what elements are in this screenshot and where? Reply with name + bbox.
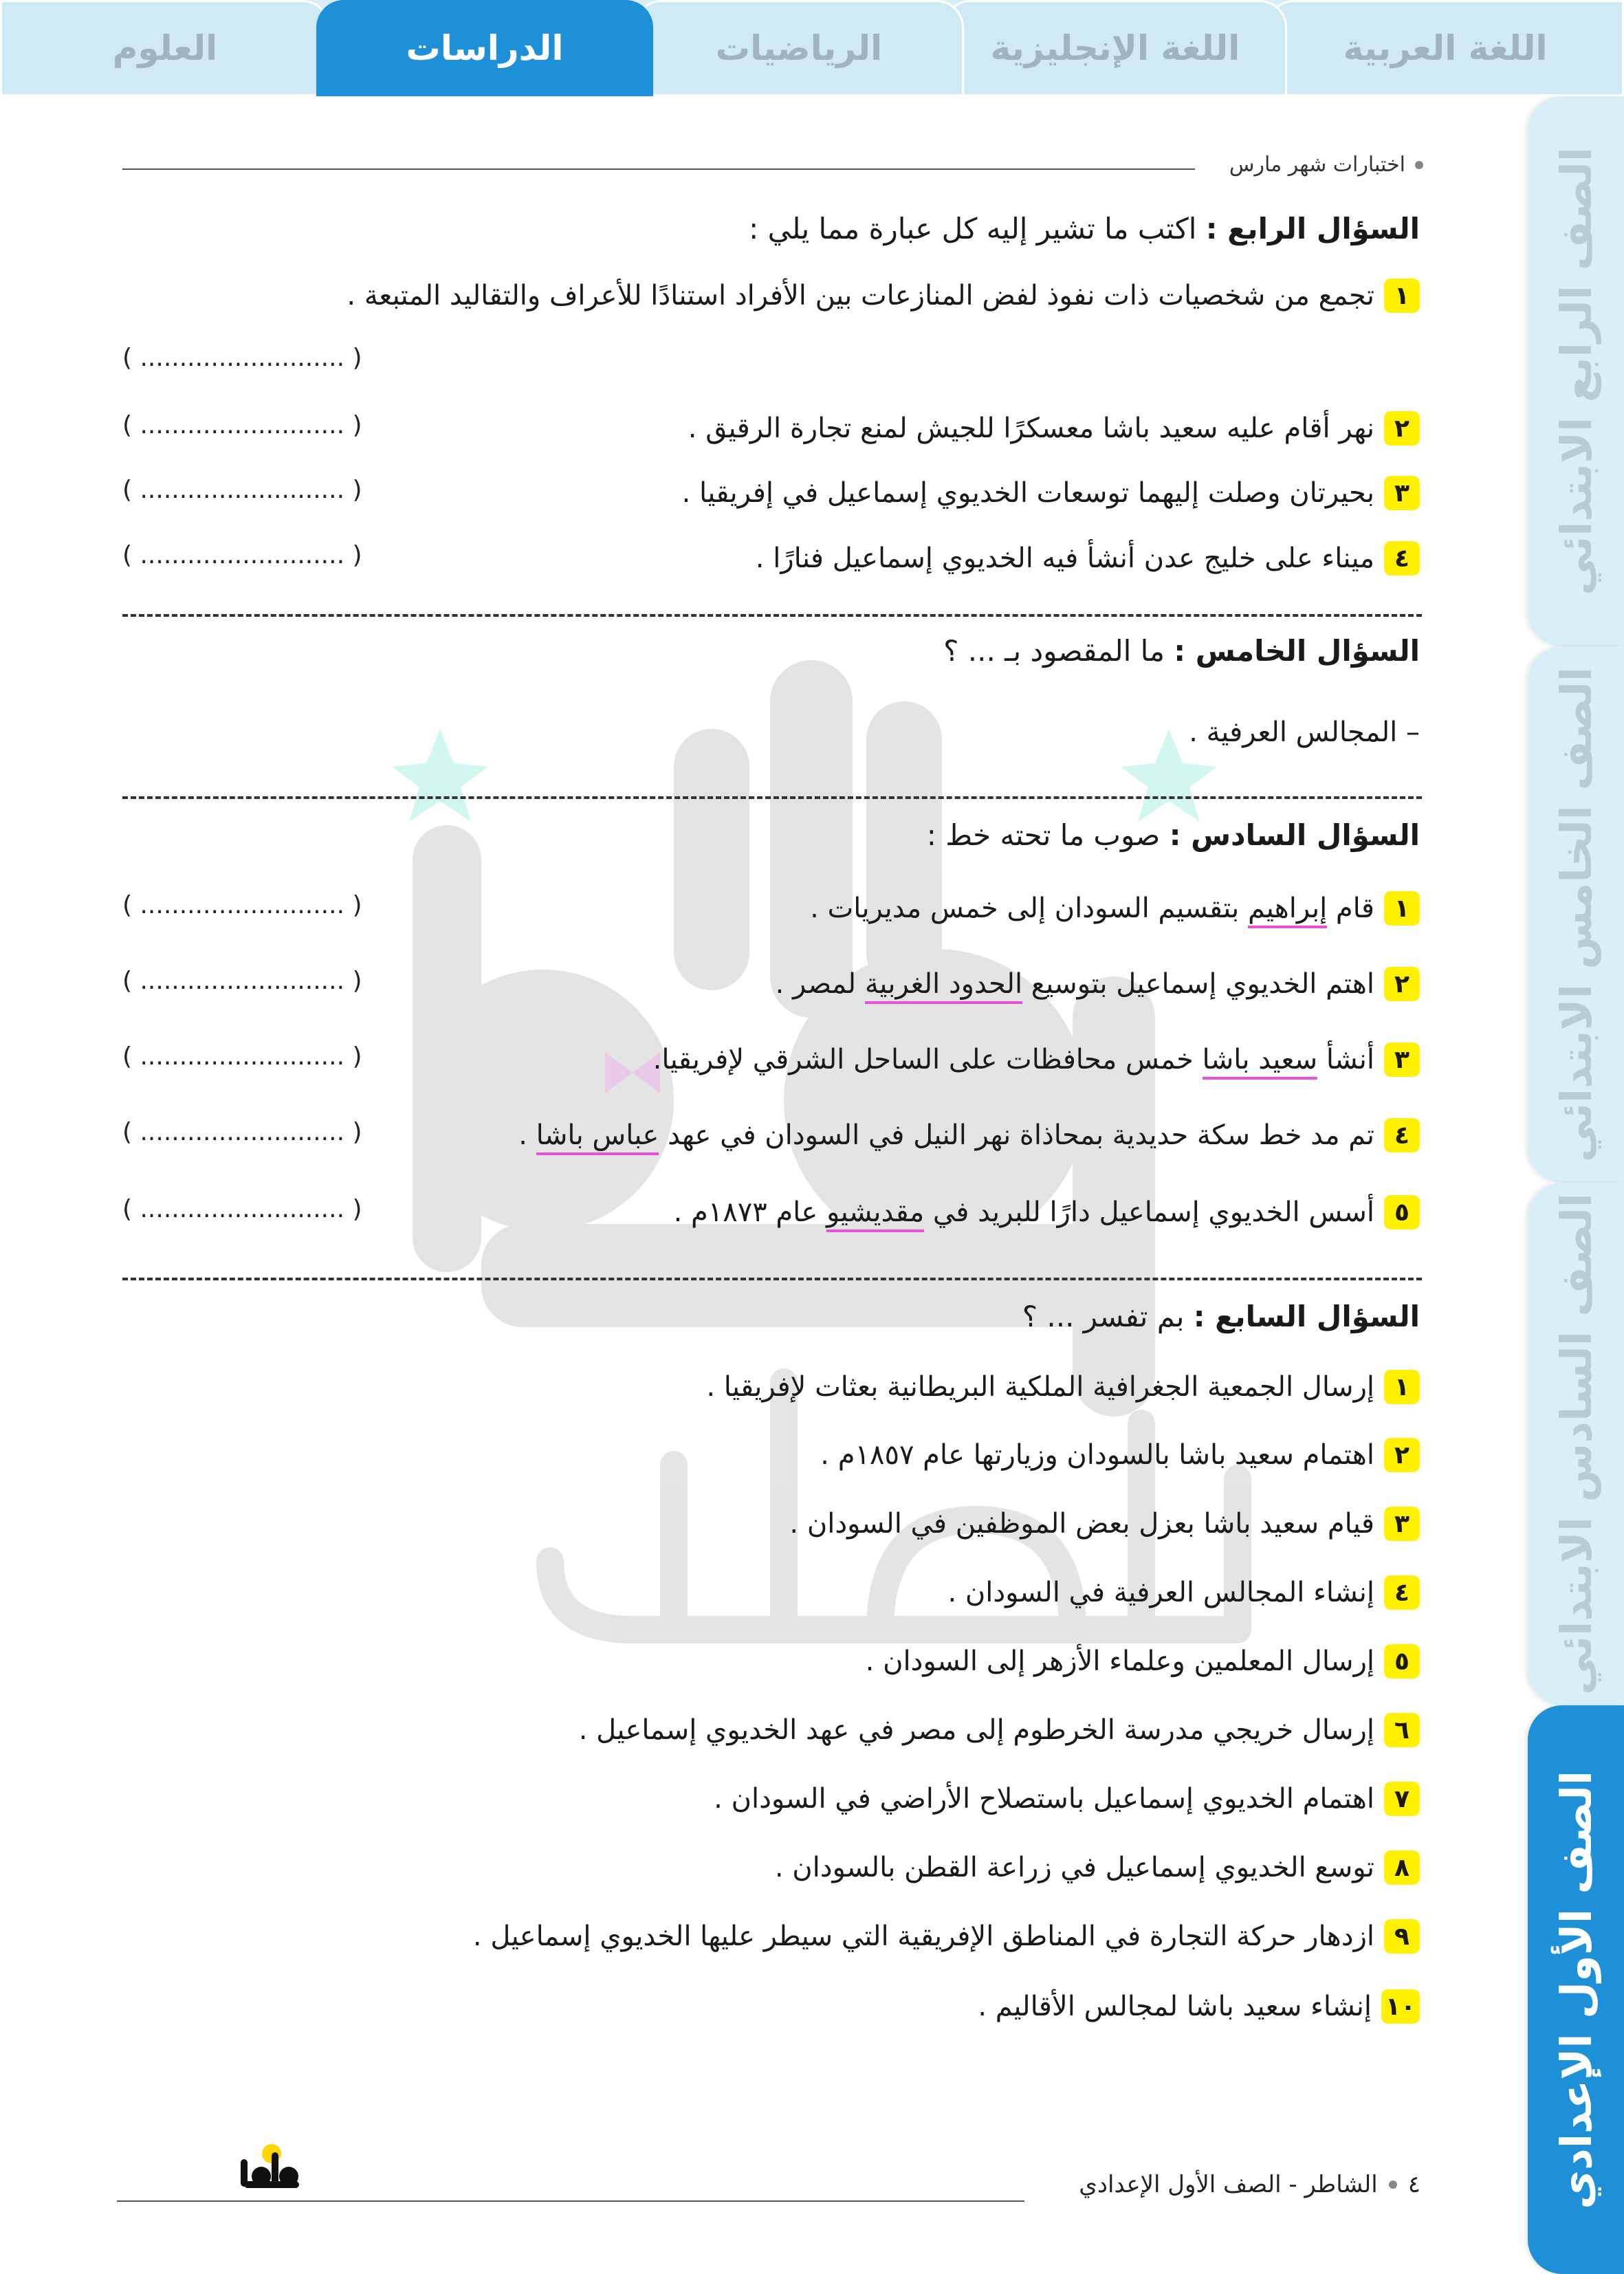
q7-item-2 bbox=[820, 1438, 1420, 1472]
section-divider bbox=[122, 614, 1422, 617]
q4-title bbox=[749, 212, 1420, 245]
q6-text: صوب ما تحته خط : bbox=[926, 818, 1170, 852]
side-tab-prep1[interactable] bbox=[1528, 1705, 1624, 2274]
item-number: ٢ bbox=[1384, 967, 1420, 1001]
q6-item-3 bbox=[653, 1042, 1420, 1077]
text-part: قام bbox=[1327, 893, 1374, 924]
item-text: إنشاء المجالس العرفية في السودان . bbox=[947, 1577, 1374, 1608]
underlined-term: الحدود الغربية bbox=[865, 968, 1022, 1004]
item-number: ٥ bbox=[1384, 1644, 1420, 1679]
q7-item-8 bbox=[775, 1850, 1420, 1885]
item-number: ٥ bbox=[1384, 1195, 1420, 1229]
text-part: أسس الخديوي إسماعيل دارًا للبريد في bbox=[924, 1196, 1374, 1228]
q7-item-10 bbox=[978, 1989, 1420, 2024]
item-text: بحيرتان وصلت إليهما توسعات الخديوي إسماعيل في إفريقيا . bbox=[681, 477, 1374, 509]
q5-title bbox=[943, 634, 1420, 668]
section-divider bbox=[122, 1278, 1422, 1280]
text-part: خمس محافظات على الساحل الشرقي لإفريقيا. bbox=[652, 1044, 1203, 1075]
underlined-term: سعيد باشا bbox=[1203, 1044, 1318, 1080]
answer-blank[interactable]: ( .......................... ) bbox=[122, 541, 362, 569]
q7-item-6 bbox=[579, 1713, 1420, 1747]
answer-blank[interactable]: ( .......................... ) bbox=[122, 476, 362, 504]
q4-text: اكتب ما تشير إليه كل عبارة مما يلي : bbox=[749, 212, 1206, 245]
item-text: تجمع من شخصيات ذات نفوذ لفض المنازعات بين الأفراد استنادًا للأعراف والتقاليد المتبعة . bbox=[347, 280, 1374, 311]
header-divider bbox=[122, 168, 1195, 170]
text-part: بتقسيم السودان إلى خمس مديريات . bbox=[810, 893, 1248, 924]
page-footer bbox=[1079, 2171, 1420, 2198]
item-text: إرسال خريجي مدرسة الخرطوم إلى مصر في عهد الخديوي إسماعيل . bbox=[578, 1714, 1374, 1746]
section-divider bbox=[122, 796, 1422, 799]
item-number: ٣ bbox=[1384, 476, 1420, 510]
item-number: ٨ bbox=[1384, 1850, 1420, 1885]
underlined-term: إبراهيم bbox=[1248, 893, 1327, 928]
answer-blank[interactable]: ( .......................... ) bbox=[122, 344, 362, 372]
footer-title: الشاطر - الصف الأول الإعدادي bbox=[1079, 2171, 1378, 2198]
q6-label: السؤال السادس : bbox=[1169, 818, 1420, 852]
side-tab-label: الصف السادس الابتدائي bbox=[1550, 1193, 1601, 1695]
item-number: ٢ bbox=[1384, 1438, 1420, 1472]
item-text bbox=[674, 1196, 1374, 1228]
q4-item-3 bbox=[682, 476, 1420, 510]
item-number: ٣ bbox=[1384, 1507, 1420, 1541]
item-number: ٩ bbox=[1384, 1919, 1420, 1954]
item-text: إرسال المعلمين وعلماء الأزهر إلى السودان . bbox=[865, 1646, 1374, 1677]
side-tab-label: الصف الأول الإعدادي bbox=[1550, 1770, 1601, 2209]
page-number: ٤ bbox=[1407, 2171, 1420, 2198]
answer-blank[interactable]: ( .......................... ) bbox=[122, 1042, 362, 1071]
text-part: . bbox=[518, 1119, 536, 1151]
q7-item-4 bbox=[947, 1575, 1420, 1610]
item-number: ٣ bbox=[1384, 1042, 1420, 1077]
side-tab-label: الصف الخامس الابتدائي bbox=[1550, 666, 1601, 1163]
q6-item-4 bbox=[518, 1118, 1420, 1152]
bullet-icon bbox=[1389, 2180, 1397, 2189]
item-text: اهتمام الخديوي إسماعيل باستصلاح الأراضي في السودان . bbox=[714, 1783, 1374, 1815]
text-part: تم مد خط سكة حديدية بمحاذاة نهر النيل في السودان في عهد bbox=[659, 1119, 1374, 1151]
q7-label: السؤال السابع : bbox=[1193, 1300, 1420, 1333]
tab-studies[interactable]: الدراسات bbox=[316, 0, 653, 96]
side-tab-grade6[interactable] bbox=[1528, 1183, 1624, 1705]
item-text: إرسال الجمعية الجغرافية الملكية البريطانية بعثات لإفريقيا . bbox=[706, 1371, 1374, 1403]
q6-title bbox=[927, 818, 1420, 852]
text-part: لمصر . bbox=[775, 968, 865, 1000]
q4-label: السؤال الرابع : bbox=[1205, 212, 1420, 245]
item-text: توسع الخديوي إسماعيل في زراعة القطن بالسودان . bbox=[774, 1852, 1374, 1883]
answer-blank[interactable]: ( .......................... ) bbox=[122, 967, 362, 995]
q7-item-1 bbox=[706, 1370, 1420, 1404]
item-number: ١٠ bbox=[1381, 1989, 1420, 2024]
item-text bbox=[810, 893, 1374, 924]
item-text: اهتمام سعيد باشا بالسودان وزيارتها عام ١٨٥٧م . bbox=[820, 1439, 1374, 1471]
text-part: اهتم الخديوي إسماعيل بتوسيع bbox=[1022, 968, 1374, 1000]
footer-divider bbox=[117, 2200, 1024, 2202]
header-title: اختبارات شهر مارس bbox=[1229, 153, 1405, 177]
q7-item-3 bbox=[789, 1507, 1420, 1541]
item-number: ٢ bbox=[1384, 411, 1420, 446]
item-text bbox=[653, 1044, 1374, 1075]
q5-item bbox=[1189, 717, 1420, 748]
item-text bbox=[518, 1119, 1374, 1151]
q7-item-9 bbox=[473, 1919, 1420, 1954]
q5-label: السؤال الخامس : bbox=[1174, 634, 1420, 668]
text-part: أنشأ bbox=[1317, 1044, 1374, 1075]
item-text: – المجالس العرفية . bbox=[1189, 717, 1420, 748]
item-number: ٤ bbox=[1384, 1575, 1420, 1610]
item-number: ١ bbox=[1384, 1370, 1420, 1404]
q7-text: بم تفسر ... ؟ bbox=[1022, 1300, 1194, 1333]
q5-text: ما المقصود بـ ... ؟ bbox=[943, 634, 1174, 668]
tab-math[interactable]: الرياضيات bbox=[634, 0, 964, 96]
answer-blank[interactable]: ( .......................... ) bbox=[122, 411, 362, 439]
subject-tabs-bar bbox=[0, 0, 1624, 96]
item-text bbox=[776, 968, 1374, 1000]
side-tab-grade4[interactable] bbox=[1528, 96, 1624, 646]
q4-item-2 bbox=[688, 411, 1420, 446]
q4-item-4 bbox=[756, 541, 1420, 576]
item-number: ٦ bbox=[1384, 1713, 1420, 1747]
text-part: عام ١٨٧٣م . bbox=[673, 1196, 826, 1228]
side-tab-grade5[interactable] bbox=[1528, 646, 1624, 1183]
answer-blank[interactable]: ( .......................... ) bbox=[122, 1118, 362, 1146]
q6-item-1 bbox=[810, 891, 1420, 926]
item-text: ازدهار حركة التجارة في المناطق الإفريقية التي سيطر عليها الخديوي إسماعيل . bbox=[472, 1921, 1374, 1952]
q7-item-7 bbox=[714, 1782, 1420, 1816]
answer-blank[interactable]: ( .......................... ) bbox=[122, 891, 362, 919]
item-number: ٤ bbox=[1384, 1118, 1420, 1152]
brand-logo-icon bbox=[234, 2139, 309, 2194]
bullet-icon bbox=[1415, 161, 1423, 169]
tab-science[interactable]: العلوم bbox=[0, 0, 330, 96]
q6-item-5 bbox=[674, 1195, 1420, 1229]
item-text: ميناء على خليج عدن أنشأ فيه الخديوي إسماعيل فنارًا . bbox=[755, 543, 1374, 574]
underlined-term: مقديشيو bbox=[826, 1196, 924, 1232]
page-header bbox=[1229, 153, 1423, 177]
item-text: إنشاء سعيد باشا لمجالس الأقاليم . bbox=[978, 1991, 1372, 2022]
q7-item-5 bbox=[866, 1644, 1420, 1679]
q6-item-2 bbox=[776, 967, 1420, 1001]
item-number: ١ bbox=[1384, 278, 1420, 313]
tab-arabic[interactable]: اللغة العربية bbox=[1266, 0, 1624, 96]
side-tab-label: الصف الرابع الابتدائي bbox=[1550, 147, 1601, 595]
q4-item-1 bbox=[347, 278, 1420, 313]
tab-english[interactable]: اللغة الإنجليزية bbox=[943, 0, 1287, 96]
q7-title bbox=[1022, 1300, 1420, 1333]
underlined-term: عباس باشا bbox=[536, 1119, 659, 1155]
item-text: نهر أقام عليه سعيد باشا معسكرًا للجيش لمنع تجارة الرقيق . bbox=[688, 413, 1374, 444]
item-number: ٧ bbox=[1384, 1782, 1420, 1816]
item-number: ٤ bbox=[1384, 541, 1420, 576]
answer-blank[interactable]: ( .......................... ) bbox=[122, 1195, 362, 1223]
item-number: ١ bbox=[1384, 891, 1420, 926]
item-text: قيام سعيد باشا بعزل بعض الموظفين في السودان . bbox=[789, 1508, 1374, 1540]
